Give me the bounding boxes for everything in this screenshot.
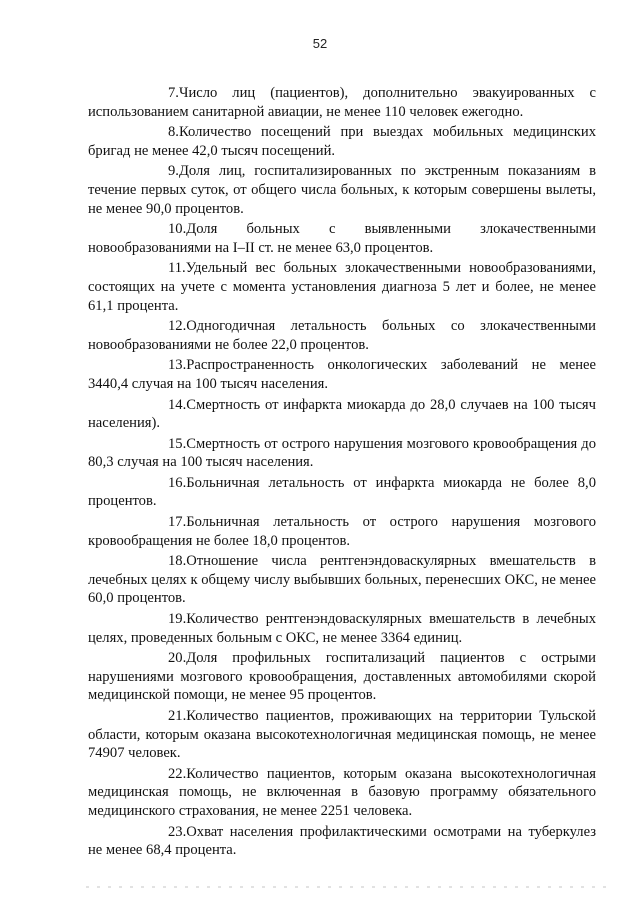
list-item (88, 823, 596, 860)
item-text: Больничная летальность от инфаркта миокарда не более 8,0 процентов. (88, 474, 596, 510)
list-item (88, 84, 596, 121)
item-number: 16. (168, 474, 187, 491)
list-item (88, 123, 596, 160)
item-text: Удельный вес больных злокачественными новообразованиями, состоящих на учете с момента установления диагноза 5 лет и более, не менее 61,1 процента. (88, 260, 596, 314)
item-text: Количество рентгенэндоваскулярных вмешательств в лечебных целях, проведенных больным с ОКС, не менее 3364 единиц. (88, 611, 596, 646)
item-text: Смертность от инфаркта миокарда до 28,0 случаев на 100 тысяч населения). (88, 396, 596, 432)
item-text: Распространенность онкологических заболеваний не менее 3440,4 случая на 100 тысяч населения. (88, 357, 596, 392)
item-text: Отношение числа рентгенэндоваскулярных вмешательств в лечебных целях к общему числу выбывших больных, перенесших ОКС, не менее 60,0 процентов. (88, 553, 596, 607)
list-item (88, 474, 596, 511)
item-number: 13. (168, 357, 187, 374)
item-text: Доля больных с выявленными злокачественными новообразованиями на I–II ст. не менее 63,0 процентов. (88, 221, 596, 256)
item-number: 21. (168, 708, 187, 724)
list-item (88, 356, 596, 393)
item-text: Больничная летальность от острого нарушения мозгового кровообращения не более 18,0 процентов. (88, 514, 596, 549)
item-number: 18. (168, 553, 187, 570)
indicator-list (88, 84, 596, 862)
list-item (88, 649, 596, 705)
item-number: 10. (168, 221, 187, 238)
item-text: Число лиц (пациентов), дополнительно эвакуированных с использованием санитарной авиации, не менее 110 человек ежегодно. (88, 85, 596, 120)
list-item (88, 513, 596, 550)
item-text: Одногодичная летальность больных со злокачественными новообразованиями не более 22,0 процентов. (88, 318, 596, 353)
item-number: 7. (168, 85, 179, 101)
item-text: Доля лиц, госпитализированных по экстренным показаниям в течение первых суток, от общего числа больных, к которым совершены вылеты, не менее 90,0 процентов. (88, 163, 596, 217)
item-number: 8. (168, 124, 179, 141)
item-number: 20. (168, 650, 187, 667)
list-item (88, 396, 596, 433)
item-number: 12. (168, 318, 187, 335)
item-number: 9. (168, 163, 179, 180)
list-item (88, 259, 596, 315)
item-text: Количество пациентов, которым оказана высокотехнологичная медицинская помощь, не включенная в базовую программу обязательного медицинского страхования, не менее 2251 человека. (88, 765, 596, 819)
item-number: 14. (168, 396, 187, 413)
item-number: 19. (168, 611, 187, 628)
item-number: 23. (168, 823, 187, 840)
item-number: 22. (168, 765, 187, 782)
scan-artifact-line (86, 886, 606, 888)
list-item (88, 435, 596, 472)
item-text: Охват населения профилактическими осмотрами на туберкулез не менее 68,4 процента. (88, 823, 596, 859)
item-text: Количество посещений при выездах мобильных медицинских бригад не менее 42,0 тысяч посещений. (88, 124, 596, 159)
list-item (88, 552, 596, 608)
list-item (88, 610, 596, 647)
item-text: Количество пациентов, проживающих на территории Тульской области, которым оказана высокотехнологичная медицинская помощь, не менее 74907 человек. (88, 708, 596, 762)
list-item (88, 220, 596, 257)
list-item (88, 162, 596, 218)
list-item (88, 707, 596, 763)
item-number: 11. (168, 260, 186, 277)
item-text: Смертность от острого нарушения мозгового кровообращения до 80,3 случая на 100 тысяч населения. (88, 435, 596, 471)
list-item (88, 765, 596, 821)
item-text: Доля профильных госпитализаций пациентов с острыми нарушениями мозгового кровообращения, доставленных автомобилями скорой медицинской помощи, не менее 95 процентов. (88, 650, 596, 704)
list-item (88, 317, 596, 354)
item-number: 15. (168, 435, 187, 452)
item-number: 17. (168, 514, 187, 531)
page-number: 52 (312, 36, 328, 51)
